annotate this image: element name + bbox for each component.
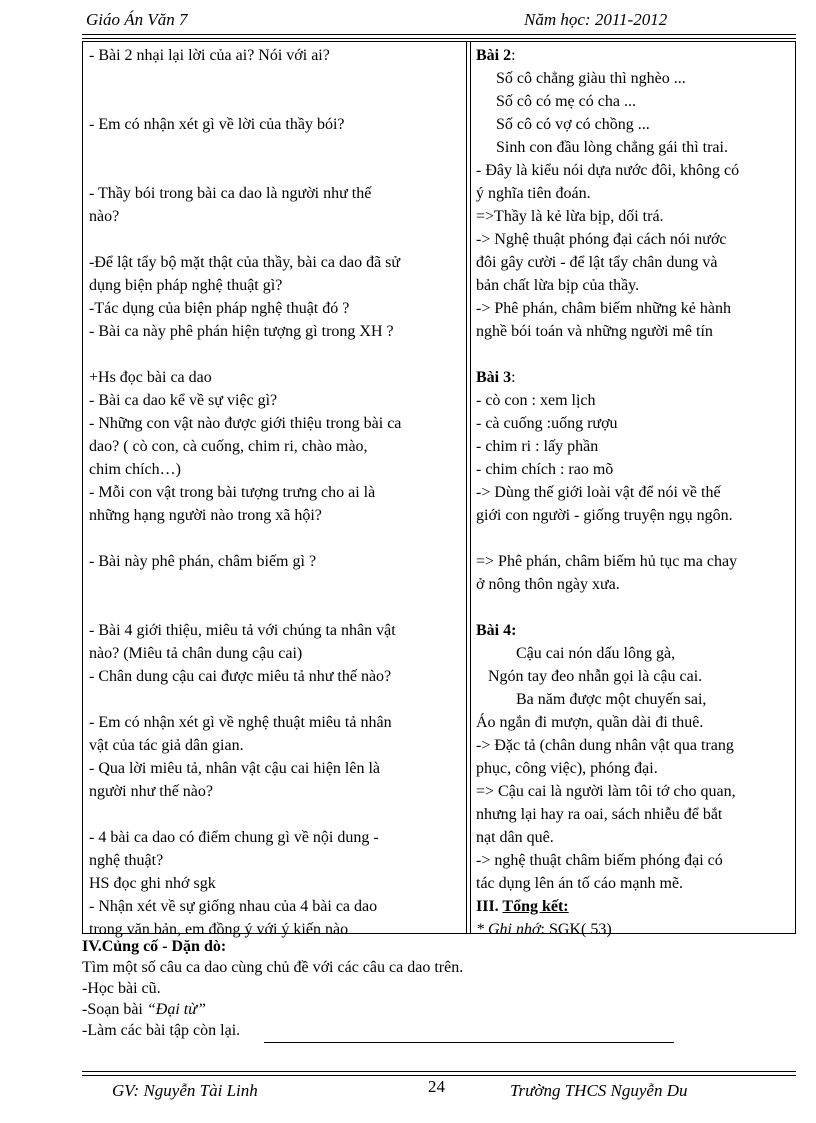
footer-rule-top <box>82 1071 796 1072</box>
bai3-heading <box>476 366 792 389</box>
bai4-note: phục, công việc), phóng đại. <box>476 760 658 777</box>
bai3-item: - cà cuống :uống rượu <box>476 415 618 432</box>
homework-prefix: -Soạn bài <box>82 1001 147 1018</box>
question-line: chim chích…) <box>89 461 181 478</box>
ghi-nho-value: SGK( 53) <box>545 921 612 938</box>
question-line: - Em có nhận xét gì về nghệ thuật miêu tả nhân <box>89 714 392 731</box>
question-line: người như thế nào? <box>89 783 213 800</box>
bai4-note: nạt dân quê. <box>476 829 554 846</box>
question-line <box>89 136 461 159</box>
question-line: - Qua lời miêu tả, nhân vật cậu cai hiện lên là <box>89 760 381 777</box>
homework-section <box>82 936 796 1041</box>
summary-heading <box>476 895 792 918</box>
bai3-note: ở nông thôn ngày xưa. <box>476 576 620 593</box>
bai2-note: -> Phê phán, châm biếm những kẻ hành <box>476 300 731 317</box>
question-line <box>89 688 461 711</box>
bai3-colon: : <box>511 369 516 386</box>
question-line: - Bài ca dao kể về sự việc gì? <box>89 392 278 409</box>
question-line <box>89 159 461 182</box>
homework-line: Tìm một số câu ca dao cùng chủ đề với các câu ca dao trên. <box>82 959 464 976</box>
question-line: - Chân dung cậu cai được miêu tả như thế nào? <box>89 668 392 685</box>
question-line: - Mỗi con vật trong bài tượng trưng cho ai là <box>89 484 376 501</box>
bai4-note: nhưng lại hay ra oai, sách nhiễu để bắt <box>476 806 723 823</box>
bai4-note: tác dụng lên án tố cáo mạnh mẽ. <box>476 875 684 892</box>
bai2-heading <box>476 44 792 67</box>
homework-line: -Học bài cũ. <box>82 980 161 997</box>
footer-rule-bottom <box>82 1075 796 1076</box>
homework-line: -Làm các bài tập còn lại. <box>82 1022 241 1039</box>
header-teacher-plan: Giáo Án Văn 7 <box>86 10 188 29</box>
question-line <box>89 596 461 619</box>
bai2-note: =>Thầy là kẻ lừa bịp, dối trá. <box>476 208 664 225</box>
header-school-year: Năm học: 2011-2012 <box>524 10 668 29</box>
teacher-questions-column <box>89 44 461 941</box>
bai2-note: bản chất lừa bịp của thầy. <box>476 277 640 294</box>
bai2-verse: Số cô chẳng giàu thì nghèo ... <box>496 70 686 87</box>
summary-title: Tổng kết: <box>502 898 569 915</box>
table-divider-1 <box>466 41 467 934</box>
bai4-note: => Cậu cai là người làm tôi tớ cho quan, <box>476 783 736 800</box>
question-line: - Nhận xét về sự giống nhau của 4 bài ca dao <box>89 898 378 915</box>
bai2-note: nghề bói toán và những người mê tín <box>476 323 713 340</box>
bai3-title: Bài 3 <box>476 369 512 386</box>
ghi-nho-label: Ghi nhớ <box>488 921 541 938</box>
bai3-item: - cò con : xem lịch <box>476 392 596 409</box>
bai2-note: -> Nghệ thuật phóng đại cách nói nước <box>476 231 727 248</box>
question-line: những hạng người nào trong xã hội? <box>89 507 322 524</box>
question-line: - Thầy bói trong bài ca dao là người như thế <box>89 185 372 202</box>
question-line <box>89 573 461 596</box>
bai4-verse: Ngón tay đeo nhẫn gọi là cậu cai. <box>488 668 703 685</box>
bai3-item: - chim ri : lấy phần <box>476 438 599 455</box>
question-line: vật của tác giả dân gian. <box>89 737 244 754</box>
question-line: dụng biện pháp nghệ thuật gì? <box>89 277 283 294</box>
question-line: - Bài 2 nhại lại lời của ai? Nói với ai? <box>89 47 330 64</box>
bai2-verse: Số cô có vợ có chồng ... <box>496 116 650 133</box>
spacer <box>476 527 792 550</box>
question-line <box>89 67 461 90</box>
bai4-verse: Ba năm được một chuyến sai, <box>516 691 707 708</box>
summary-number: III. <box>476 898 499 915</box>
bai2-colon: : <box>511 47 516 64</box>
bai2-note: ý nghĩa tiên đoán. <box>476 185 591 202</box>
bai2-note: đôi gây cười - để lật tẩy chân dung và <box>476 254 718 271</box>
homework-line <box>82 999 796 1020</box>
question-line: HS đọc ghi nhớ sgk <box>89 875 216 892</box>
question-line: trong văn bản, em đồng ý với ý kiến nào <box>89 921 349 938</box>
bai4-verse: Áo ngắn đi mượn, quần dài đi thuê. <box>476 714 704 731</box>
question-line: -Tác dụng của biện pháp nghệ thuật đó ? <box>89 300 350 317</box>
question-line: nghệ thuật? <box>89 852 164 869</box>
question-line: - Em có nhận xét gì về lời của thầy bói? <box>89 116 345 133</box>
bai3-note: => Phê phán, châm biếm hủ tục ma chay <box>476 553 738 570</box>
question-line: nào? <box>89 208 120 225</box>
ghi-nho-star: * <box>476 921 488 938</box>
bai3-item: -> Dùng thế giới loài vật để nói về thế <box>476 484 721 501</box>
question-line: - 4 bài ca dao có điểm chung gì về nội dung - <box>89 829 379 846</box>
next-lesson-title: “Đại từ” <box>146 1001 206 1018</box>
spacer <box>476 596 792 619</box>
question-line <box>89 527 461 550</box>
question-line: - Những con vật nào được giới thiệu trong bài ca <box>89 415 402 432</box>
page-number: 24 <box>428 1077 445 1096</box>
bai4-verse: Cậu cai nón dấu lông gà, <box>516 645 676 662</box>
footer-teacher: GV: Nguyễn Tài Linh <box>112 1081 258 1100</box>
question-line: -Để lật tẩy bộ mặt thật của thầy, bài ca dao đã sử <box>89 254 401 271</box>
header-rule-top <box>82 34 796 35</box>
question-line: - Bài ca này phê phán hiện tượng gì trong XH ? <box>89 323 394 340</box>
question-line: - Bài 4 giới thiệu, miêu tả với chúng ta nhân vật <box>89 622 396 639</box>
spacer <box>476 343 792 366</box>
question-line <box>89 228 461 251</box>
question-line <box>89 90 461 113</box>
question-line: dao? ( cò con, cà cuống, chim ri, chào mào, <box>89 438 368 455</box>
bai2-verse: Sinh con đầu lòng chẳng gái thì trai. <box>496 139 728 156</box>
bai3-item: - chim chích : rao mõ <box>476 461 614 478</box>
table-divider-2 <box>470 41 471 934</box>
question-line: +Hs đọc bài ca dao <box>89 369 212 386</box>
bai3-item: giới con người - giống truyện ngụ ngôn. <box>476 507 733 524</box>
bai2-note: - Đây là kiểu nói dựa nước đôi, không có <box>476 162 740 179</box>
header-rule-bottom <box>82 38 796 39</box>
content-column <box>476 44 792 941</box>
bai2-verse: Số cô có mẹ có cha ... <box>496 93 636 110</box>
bai2-title: Bài 2 <box>476 47 512 64</box>
end-rule <box>264 1042 674 1043</box>
bai4-note: -> Đặc tả (chân dung nhân vật qua trang <box>476 737 734 754</box>
question-line <box>89 803 461 826</box>
question-line: nào? (Miêu tả chân dung cậu cai) <box>89 645 303 662</box>
ghi-nho-colon: : <box>540 921 545 938</box>
section-iv-title: IV.Củng cố - Dặn dò: <box>82 938 227 955</box>
question-line: - Bài này phê phán, châm biếm gì ? <box>89 553 317 570</box>
bai4-note: -> nghệ thuật châm biếm phóng đại có <box>476 852 723 869</box>
bai4-title: Bài 4: <box>476 622 517 639</box>
footer-school: Trường THCS Nguyễn Du <box>510 1081 688 1100</box>
question-line <box>89 343 461 366</box>
